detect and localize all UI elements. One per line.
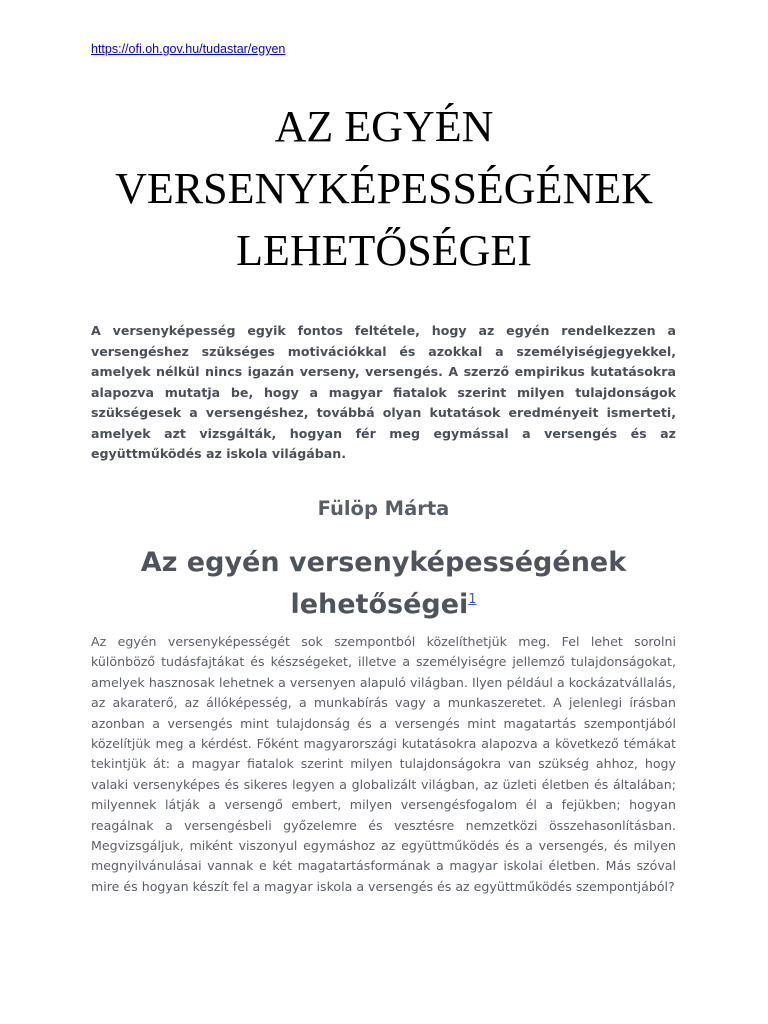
article-title — [91, 542, 676, 626]
footnote-link[interactable]: 1 — [468, 592, 477, 607]
article-title-text: Az egyén versenyképességének lehetőségei — [140, 547, 627, 620]
body-paragraph: Az egyén versenyképességét sok szempontból közelíthetjük meg. Fel lehet sorolni különböző tudásfajtákat és készségeket, illetve a személyiségre jellemző tulajdonságokat, amelyek hasznosak lehetnek a versenyen alapuló világban. Ilyen például a kockázatvállalás, az akaraterő, az állóképesség, a munkabírás vagy a munkaszeretet. A jelenlegi írásban azonban a versengés mint tulajdonság és a versengés mint magatartás szempontjából közelítjük meg a kérdést. Főként magyarországi kutatásokra alapozva a következő témákat tekintjük át: a magyar fiatalok szerint milyen tulajdonságokra van szükség ahhoz, hogy valaki versenyképes és sikeres legyen a globalizált világban, az üzleti életben és általában; milyennek látják a versengő embert, milyen versengésfogalom él a fejükben; hogyan reagálnak a versengésbeli győzelemre és vesztésre nemzetközi összehasonlításban. Megvizsgáljuk, miként viszonyul egymáshoz az együttműködés és a versengés, és milyen megnyilvánulásai vannak e két magatartásformának a magyar iskolai életben. Más szóval mire és hogyan készít fel a magyar iskola a versengés és az együttműködés szempontjából? — [91, 634, 676, 894]
abstract-paragraph: A versenyképesség egyik fontos feltétele, hogy az egyén rendelkezzen a versengéshez szükséges motivációkkal és azokkal a személyiségjegyekkel, amelyek nélkül nincs igazán verseny, versengés. A szerző empirikus kutatásokra alapozva mutatja be, hogy a magyar fiatalok szerint milyen tulajdonságok szükségesek a versengéshez, továbbá olyan kutatások eredményeit ismerteti, amelyek azt vizsgálták, hogyan fér meg egymással a versengés és az együttműködés az iskola világában. — [91, 323, 676, 461]
source-url-link[interactable]: https://ofi.oh.gov.hu/tudastar/egyen — [91, 42, 286, 56]
main-title: AZ EGYÉN VERSENYKÉPESSÉGÉNEK LEHETŐSÉGEI — [115, 102, 653, 275]
author-name: Fülöp Márta — [317, 497, 450, 520]
